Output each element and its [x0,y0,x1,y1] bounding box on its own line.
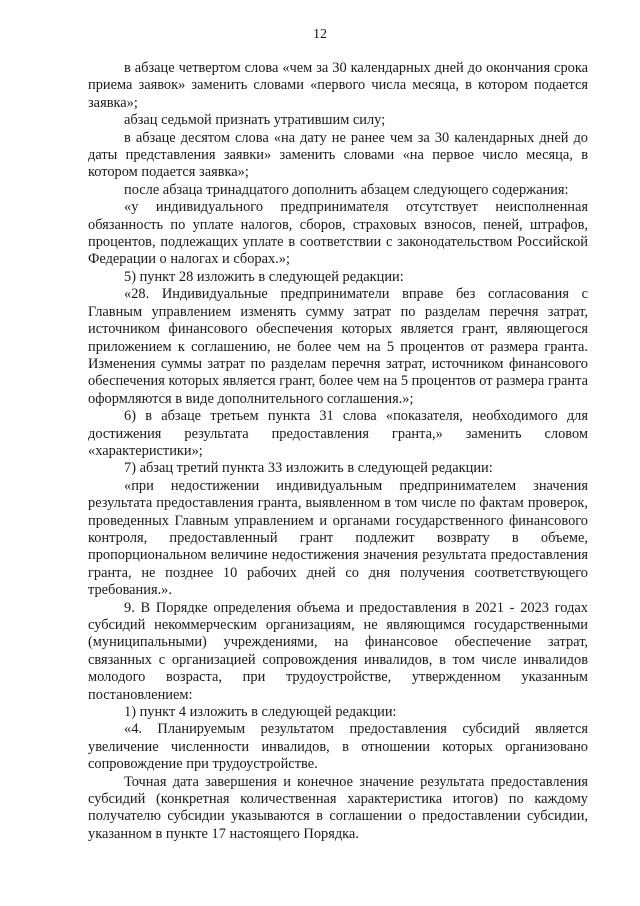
paragraph: 7) абзац третий пункта 33 изложить в следующей редакции: [124,460,493,477]
paragraph: 1) пункт 4 изложить в следующей редакции: [124,704,397,721]
paragraph: «28. Индивидуальные предприниматели вправе без согласования с Главным управлением изменять сумму затрат по разделам перечня затрат, источником финансового обеспечения которых является грант, являющегося приложением к соглашению, не более чем на 5 процентов от размера гранта. Изменения суммы затрат по разделам перечня затрат, источником финансового обеспечения которых является грант, более чем на 5 процентов от размера гранта оформляются в виде дополнительного соглашения.»; [88,286,588,407]
paragraph: Точная дата завершения и конечное значение результата предоставления субсидий (конкретная количественная характеристика итогов) по каждому получателю субсидии указываются в соглашении о предоставлении субсидии, указанном в пункте 17 настоящего Порядка. [88,773,588,842]
paragraph: в абзаце четвертом слова «чем за 30 календарных дней до окончания срока приема заявок» заменить словами «первого числа месяца, в котором подается заявка»; [88,60,588,111]
paragraph: в абзаце десятом слова «на дату не ранее чем за 30 календарных дней до даты представления заявки» заменить словами «на первое число месяца, в котором подается заявка»; [88,129,588,181]
page-number: 12 [313,27,327,42]
paragraph: «у индивидуального предпринимателя отсутствует неисполненная обязанность по уплате налогов, сборов, страховых взносов, пеней, штрафов, процентов, подлежащих уплате в соответствии с законодательством Российской Федерации о налогах и сборах.»; [88,199,588,268]
paragraph: «4. Планируемым результатом предоставления субсидий является увеличение численности инвалидов, в отношении которых организовано сопровождение при трудоустройстве. [88,721,588,773]
paragraph: «при недостижении индивидуальным предпринимателем значения результата предоставления гранта, выявленном в том числе по фактам проверок, проведенных Главным управлением и органами государственного финансового контроля, предоставленный грант подлежит возврату в объеме, пропорциональном величине недостижения значения результата предоставления гранта, не позднее 10 рабочих дней со дня получения соответствующего требования.». [88,477,588,599]
paragraph: 5) пункт 28 изложить в следующей редакции: [124,268,404,285]
paragraph: абзац седьмой признать утратившим силу; [124,112,386,129]
paragraph: после абзаца тринадцатого дополнить абзацем следующего содержания: [124,181,569,198]
paragraph: 6) в абзаце третьем пункта 31 слова «показателя, необходимого для достижения результата предоставления гранта,» заменить словом «характеристики»; [88,408,588,459]
paragraph: 9. В Порядке определения объема и предоставления в 2021 - 2023 годах субсидий некоммерческим организациям, не являющимся государственными (муниципальными) учреждениями, на финансовое обеспечение затрат, связанных с организацией сопровождения инвалидов, в том числе инвалидов молодого возраста, при трудоустройстве, утвержденном указанным постановлением: [88,599,588,703]
document-body [88,60,588,843]
